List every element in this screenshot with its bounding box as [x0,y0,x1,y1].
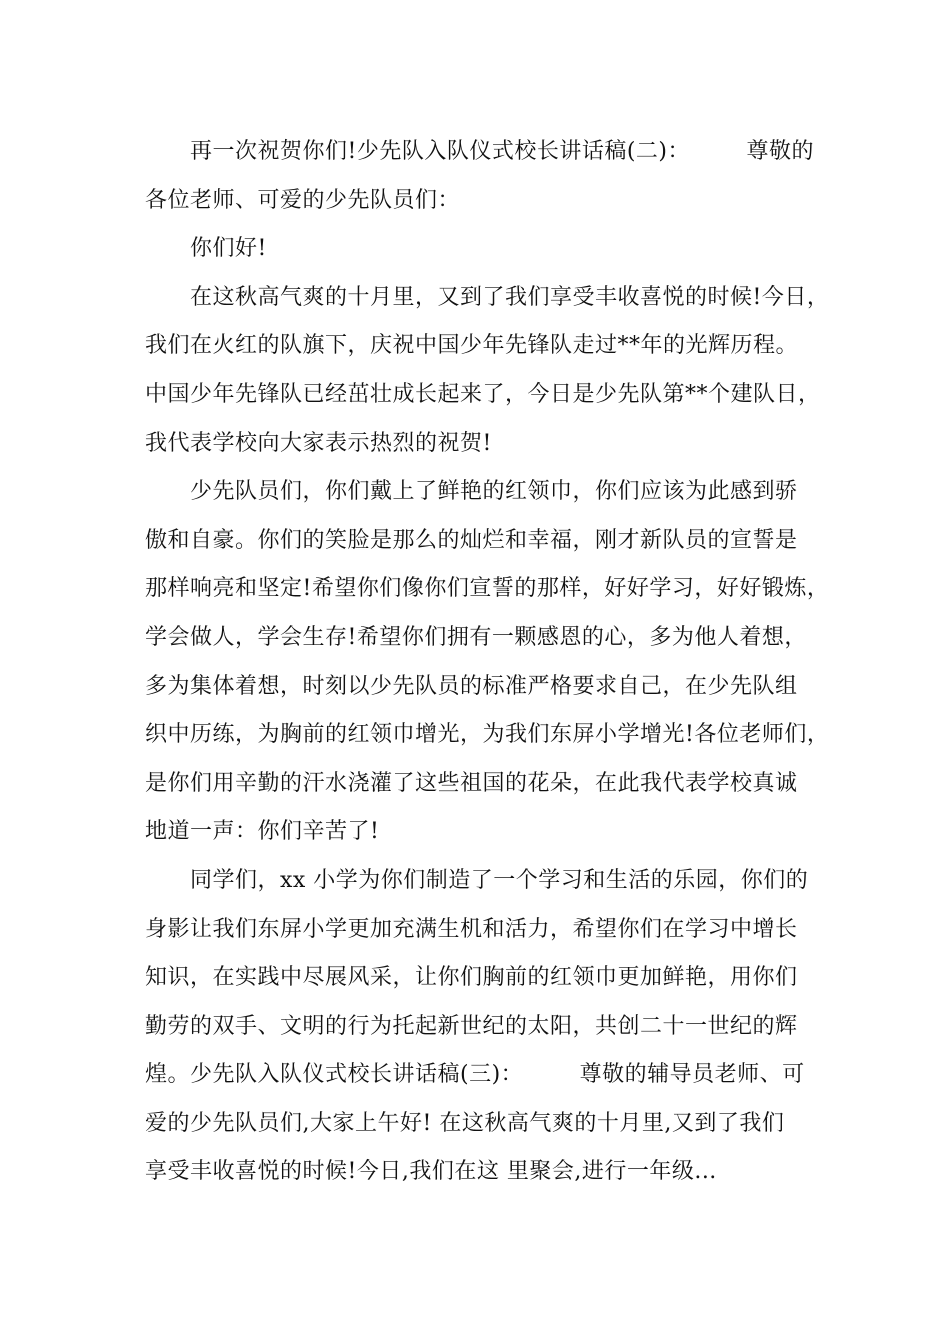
text-line-4: 在这秋高气爽的十月里，又到了我们享受丰收喜悦的时候!今日， [145,284,830,310]
text-line-11: 学会做人，学会生存!希望你们拥有一颗感恩的心，多为他人着想， [145,624,807,650]
text-line-14: 是你们用辛勤的汗水浇灌了这些祖国的花朵，在此我代表学校真诚 [145,770,798,796]
text-line-19: 勤劳的双手、文明的行为托起新世纪的太阳，共创二十一世纪的辉 [145,1013,798,1039]
text-line-12: 多为集体着想，时刻以少先队员的标准严格要求自己，在少先队组 [145,673,798,699]
speech-text [145,128,830,1197]
text-line-16: 同学们，xx 小学为你们制造了一个学习和生活的乐园，你们的 [145,867,809,893]
text-line-20: 煌。少先队入队仪式校长讲话稿(三)： 尊敬的辅导员老师、可 [145,1062,805,1088]
text-line-3: 你们好! [145,236,267,262]
text-line-5: 我们在火红的队旗下，庆祝中国少年先锋队走过**年的光辉历程。 [145,333,799,359]
text-line-6: 中国少年先锋队已经茁壮成长起来了，今日是少先队第**个建队日， [145,381,821,407]
text-line-17: 身影让我们东屏小学更加充满生机和活力，希望你们在学习中增长 [145,916,798,942]
text-line-9: 傲和自豪。你们的笑脸是那么的灿烂和幸福，刚才新队员的宣誓是 [145,527,798,553]
text-line-1: 再一次祝贺你们!少先队入队仪式校长讲话稿(二)： 尊敬的 [145,139,815,164]
text-line-2: 各位老师、可爱的少先队员们： [145,187,461,213]
text-line-13: 织中历练，为胸前的红领巾增光，为我们东屏小学增光!各位老师们， [145,722,830,748]
text-line-7: 我代表学校向大家表示热烈的祝贺! [145,430,492,456]
text-line-8: 少先队员们，你们戴上了鲜艳的红领巾，你们应该为此感到骄 [145,479,798,505]
text-line-10: 那样响亮和坚定!希望你们像你们宣誓的那样，好好学习，好好锻炼， [145,576,830,602]
text-line-15: 地道一声：你们辛苦了! [145,819,380,845]
text-line-22: 享受丰收喜悦的时候!今日,我们在这 里聚会,进行一年级... [145,1159,717,1185]
text-line-18: 知识，在实践中尽展风采，让你们胸前的红领巾更加鲜艳，用你们 [145,965,798,991]
text-line-21: 爱的少先队员们,大家上午好! 在这秋高气爽的十月里,又到了我们 [145,1110,785,1136]
